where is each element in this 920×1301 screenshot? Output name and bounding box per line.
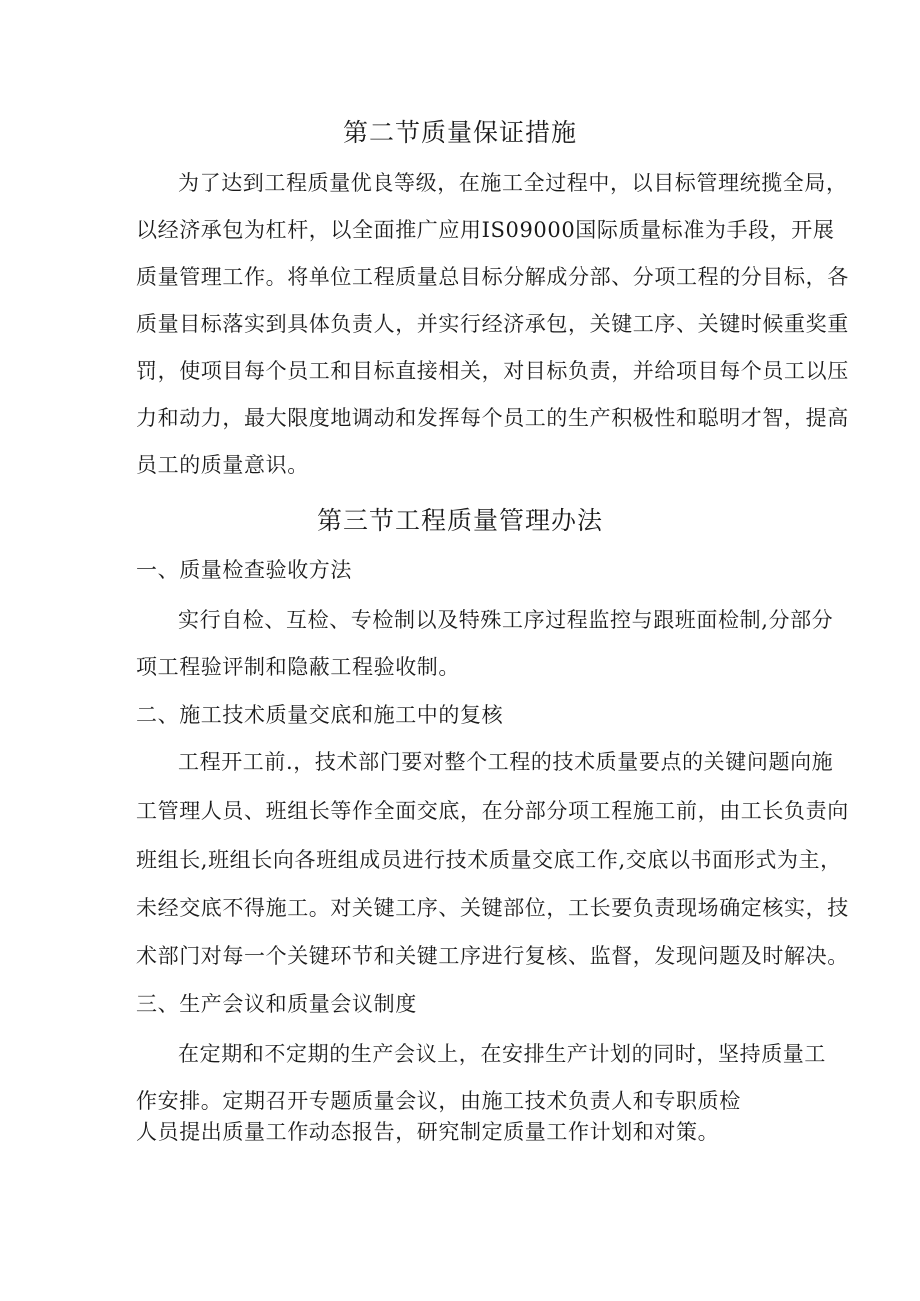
paragraph-line: 力和动力，最大限度地调动和发挥每个员工的生产积极性和聪明才智，提高 — [136, 406, 849, 430]
paragraph-line: 项工程验评制和隐蔽工程验收制。 — [136, 655, 460, 679]
paragraph-line: 术部门对每一个关键环节和关键工序进行复核、监督，发现问题及时解决。 — [136, 944, 849, 968]
paragraph-line: 作安排。定期召开专题质量会议，由施工技术负责人和专职质检 — [136, 1089, 741, 1113]
paragraph-line: 班组长,班组长向各班组成员进行技术质量交底工作,交底以书面形式为主， — [136, 848, 842, 872]
paragraph-line: 质量目标落实到具体负责人，并实行经济承包，关键工序、关键时候重奖重 — [136, 312, 849, 336]
section-2-title: 第二节质量保证措施 — [342, 118, 577, 147]
paragraph-line: 人员提出质量工作动态报告，研究制定质量工作计划和对策。 — [136, 1120, 720, 1144]
paragraph-line: 为了达到工程质量优良等级，在施工全过程中，以目标管理统揽全局， — [178, 171, 848, 195]
paragraph-line: 未经交底不得施工。对关键工序、关键部位，工长要负责现场确定核实，技 — [136, 896, 849, 920]
paragraph-line: 在定期和不定期的生产会议上，在安排生产计划的同时，坚持质量工 — [178, 1042, 826, 1066]
section-3-title: 第三节工程质量管理办法 — [316, 506, 603, 535]
paragraph-line: 以经济承包为杠杆，以全面推广应用IS09000国际质量标准为手段，开展 — [136, 218, 835, 242]
paragraph-line: 员工的质量意识。 — [136, 453, 309, 477]
paragraph-line: 工管理人员、班组长等作全面交底，在分部分项工程施工前，由工长负责向 — [136, 799, 849, 823]
paragraph-line: 实行自检、互检、专检制以及特殊工序过程监控与跟班面检制,分部分 — [178, 608, 834, 632]
paragraph-line: 工程开工前.，技术部门要对整个工程的技术质量要点的关键问题向施 — [178, 750, 834, 774]
paragraph-line: 质量管理工作。将单位工程质量总目标分解成分部、分项工程的分目标，各 — [136, 265, 849, 289]
item-1-heading: 一、质量检查验收方法 — [136, 558, 352, 582]
item-2-heading: 二、施工技术质量交底和施工中的复核 — [136, 703, 504, 727]
paragraph-line: 罚，使项目每个员工和目标直接相关，对目标负责，并给项目每个员工以压 — [136, 359, 849, 383]
item-3-heading: 三、生产会议和质量会议制度 — [136, 992, 417, 1016]
